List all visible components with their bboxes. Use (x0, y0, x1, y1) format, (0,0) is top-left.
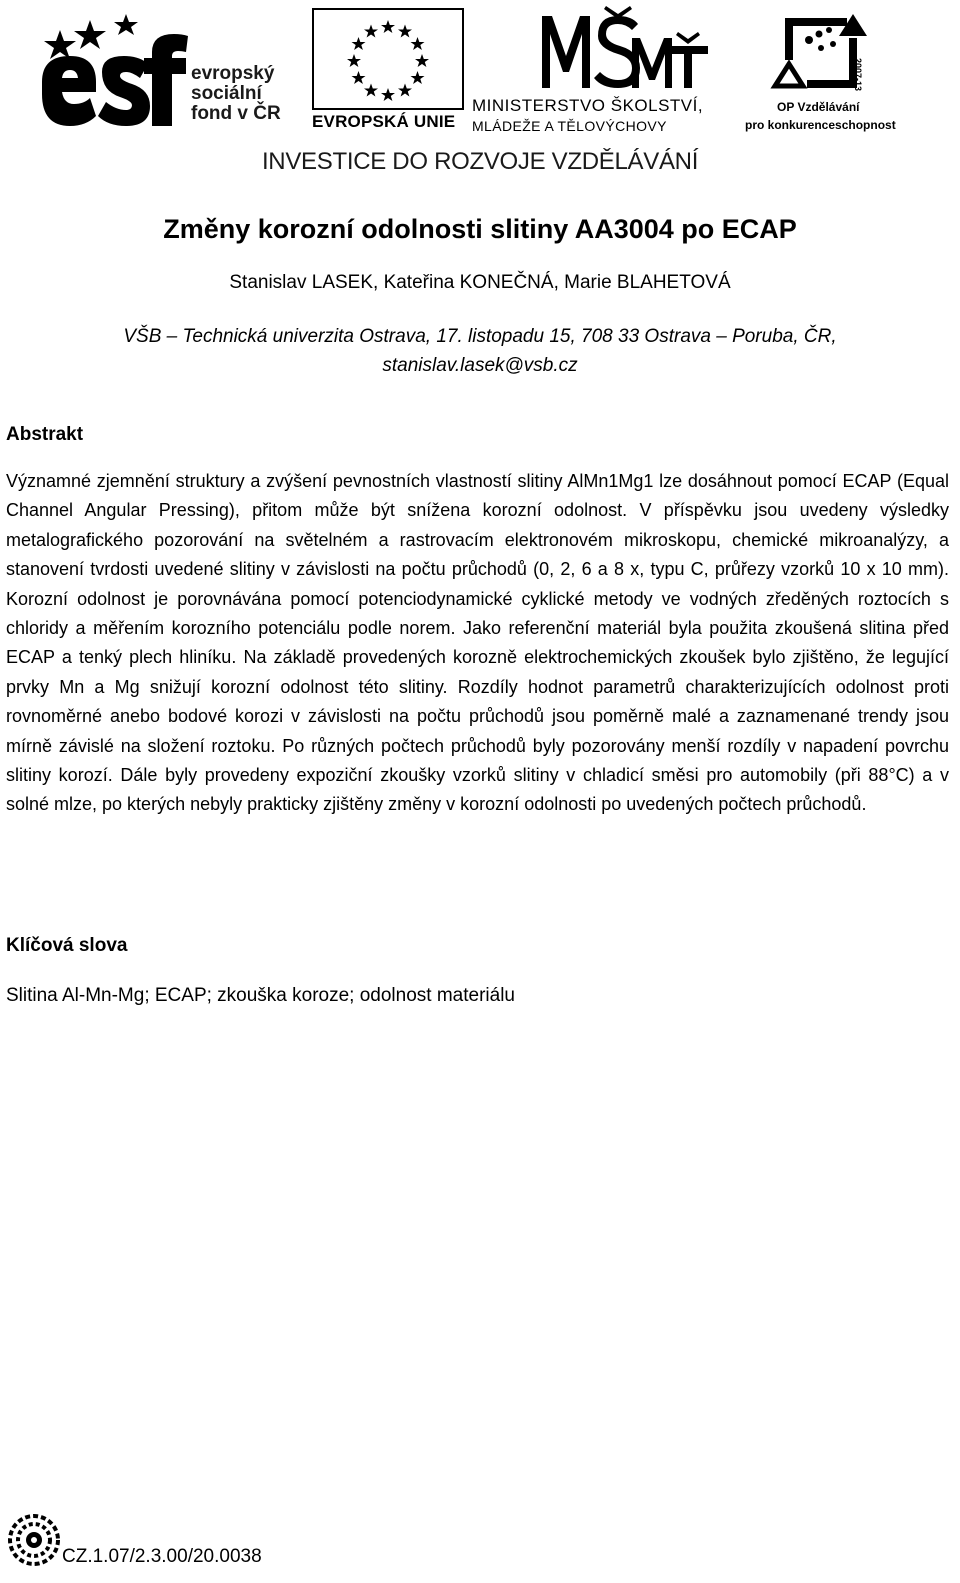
keywords-heading: Klíčová slova (6, 935, 128, 956)
abstract-heading: Abstrakt (6, 424, 84, 445)
paper-authors: Stanislav LASEK, Kateřina KONEČNÁ, Marie BLAHETOVÁ (229, 272, 731, 293)
esf-line-2: sociální (191, 83, 262, 104)
msmt-mark-icon (472, 6, 742, 96)
eu-caption: EVROPSKÁ UNIE (312, 112, 456, 131)
op-line-2: pro konkurenceschopnost (745, 118, 896, 132)
esf-wordmark (191, 64, 281, 124)
eu-logo (312, 8, 464, 132)
op-logo (745, 4, 915, 136)
msmt-line-1: MINISTERSTVO ŠKOLSTVÍ, (472, 96, 704, 115)
eu-flag-icon (312, 8, 464, 110)
esf-line-3: fond v ČR (191, 103, 281, 124)
op-line-1: OP Vzdělávání (777, 100, 860, 114)
paper-title: Změny korozní odolnosti slitiny AA3004 po ECAP (163, 214, 797, 244)
op-mark-icon (745, 4, 915, 100)
op-footer-logo-icon (6, 1512, 62, 1568)
affiliation-line-1: VŠB – Technická univerzita Ostrava, 17. listopadu 15, 708 33 Ostrava – Poruba, ČR, (123, 326, 837, 347)
abstract-body: Významné zjemnění struktury a zvýšení pevnostních vlastností slitiny AlMn1Mg1 lze dosáhnout pomocí ECAP (Equal Channel Angular Pressing), přitom může být snížena korozní odolnost. V příspěvku jsou uvedeny výsledky metalografického pozorování na světelném a rastrovacím elektronovém mikroskopu, chemické mikroanalýzy, a stanovení tvrdosti uvedené slitiny v závislosti na počtu průchodů (0, 2, 6 a 8 x, typu C, průřezy vzorků 10 x 10 mm). Korozní odolnost je porovnávána pomocí potenciodynamické cyklické metody ve vodných zředěných roztocích s chloridy a měřením korozního potenciálu podle norem. Jako referenční materiál byla použita zkoušená slitina před ECAP a tenký plech hliníku. Na základě provedených korozně elektrochemických zkoušek bylo zjištěno, že legující prvky Mn a Mg snižují korozní odolnost této slitiny. Rozdíly hodnot parametrů charakterizujících odolnost proti rovnoměrné anebo bodové korozi v závislosti na počtu průchodů jsou poměrně malé a zaznamenané trendy jsou mírně závislé na složení roztoku. Po různých počtech průchodů byly pozorovány menší rozdíly v napadení povrchu slitiny korozí. Dále byly provedeny expoziční zkoušky vzorků slitiny v chladicí směsi pro automobily (při 88°C) a v solné mlze, po kterých nebyly prakticky zjištěny změny v korozní odolnosti po uvedených počtech průchodů. (6, 471, 949, 815)
investice-banner: INVESTICE DO ROZVOJE VZDĚLÁVÁNÍ (261, 148, 699, 175)
keywords-body: Slitina Al-Mn-Mg; ECAP; zkouška koroze; odolnost materiálu (6, 985, 515, 1006)
affiliation-email: stanislav.lasek@vsb.cz (382, 355, 578, 376)
msmt-line-2: MLÁDEŽE A TĚLOVÝCHOVY (472, 118, 667, 134)
paper-affiliation (0, 322, 960, 380)
logo-header (0, 0, 960, 185)
op-years: 2007-13 (853, 58, 863, 92)
esf-line-1: evropský (191, 63, 275, 84)
project-code: CZ.1.07/2.3.00/20.0038 (62, 1546, 262, 1567)
esf-logo (40, 12, 310, 137)
esf-mark-icon (40, 12, 190, 137)
msmt-logo (472, 6, 742, 134)
